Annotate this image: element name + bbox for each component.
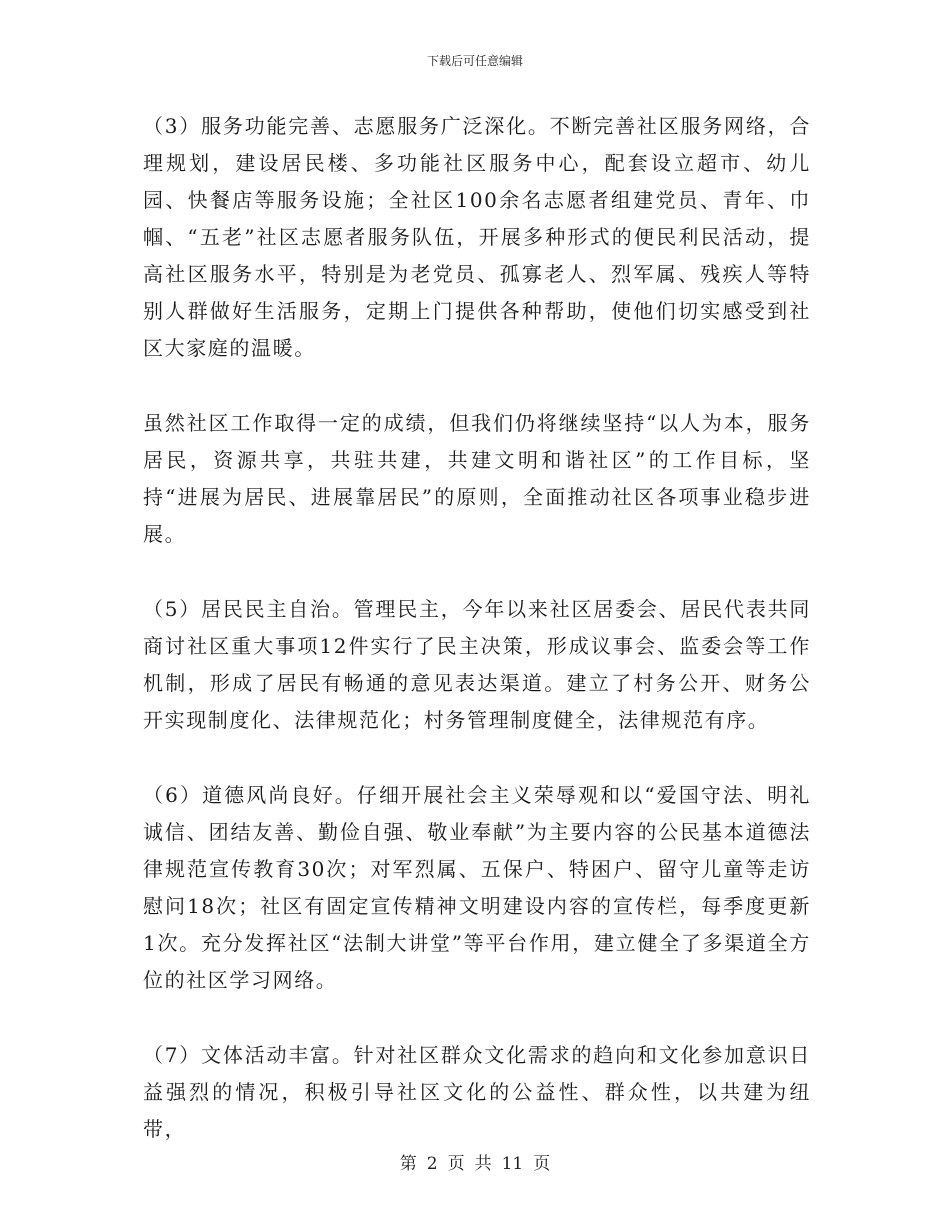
paragraph-moral-values: （6）道德风尚良好。仔细开展社会主义荣辱观和以“爱国守法、明礼诚信、团结友善、勤俭自强、敬业奉献”为主要内容的公民基本道德法律规范宣传教育30次；对军烈属、五保户、特困户、留守儿童等走访慰问18次；社区有固定宣传精神文明建设内容的宣传栏，每季度更新1次。充分发挥社区“法制大讲堂”等平台作用，建立健全了多渠道全方位的社区学习网络。 (143, 783, 811, 992)
header-note: 下载后可任意编辑 (426, 54, 523, 68)
footer-suffix: 页 (533, 1154, 551, 1174)
footer-total-prefix: 共 (474, 1154, 492, 1174)
footer-current-page: 2 (426, 1154, 438, 1174)
paragraph-cultural-activities: （7）文体活动丰富。针对社区群众文化需求的趋向和文化参加意识日益强烈的情况，积极引导社区文化的公益性、群众性，以共建为纽带， (143, 1043, 811, 1141)
page-footer (0, 1153, 950, 1175)
paragraph-resident-autonomy: （5）居民民主自治。管理民主，今年以来社区居委会、居民代表共同商讨社区重大事项12件实行了民主决策，形成议事会、监委会等工作机制，形成了居民有畅通的意见表达渠道。建立了村务公开、财务公开实现制度化、法律规范化；村务管理制度健全，法律规范有序。 (143, 597, 811, 732)
footer-total-pages: 11 (501, 1154, 524, 1174)
paragraph-summary-goals: 虽然社区工作取得一定的成绩，但我们仍将继续坚持“以人为本，服务居民，资源共享，共驻共建，共建文明和谐社区”的工作目标，坚持“进展为居民、进展靠居民”的原则，全面推动社区各项事业稳步进展。 (143, 411, 811, 546)
document-body (143, 108, 811, 1186)
footer-prefix: 第 (399, 1154, 417, 1174)
footer-middle: 页 (447, 1154, 465, 1174)
paragraph-service-functions: （3）服务功能完善、志愿服务广泛深化。不断完善社区服务网络，合理规划，建设居民楼、多功能社区服务中心，配套设立超市、幼儿园、快餐店等服务设施；全社区100余名志愿者组建党员、青年、巾帼、“五老”社区志愿者服务队伍，开展多种形式的便民利民活动，提高社区服务水平，特别是为老党员、孤寡老人、烈军属、残疾人等特别人群做好生活服务，定期上门提供各种帮助，使他们切实感受到社区大家庭的温暖。 (143, 114, 811, 360)
